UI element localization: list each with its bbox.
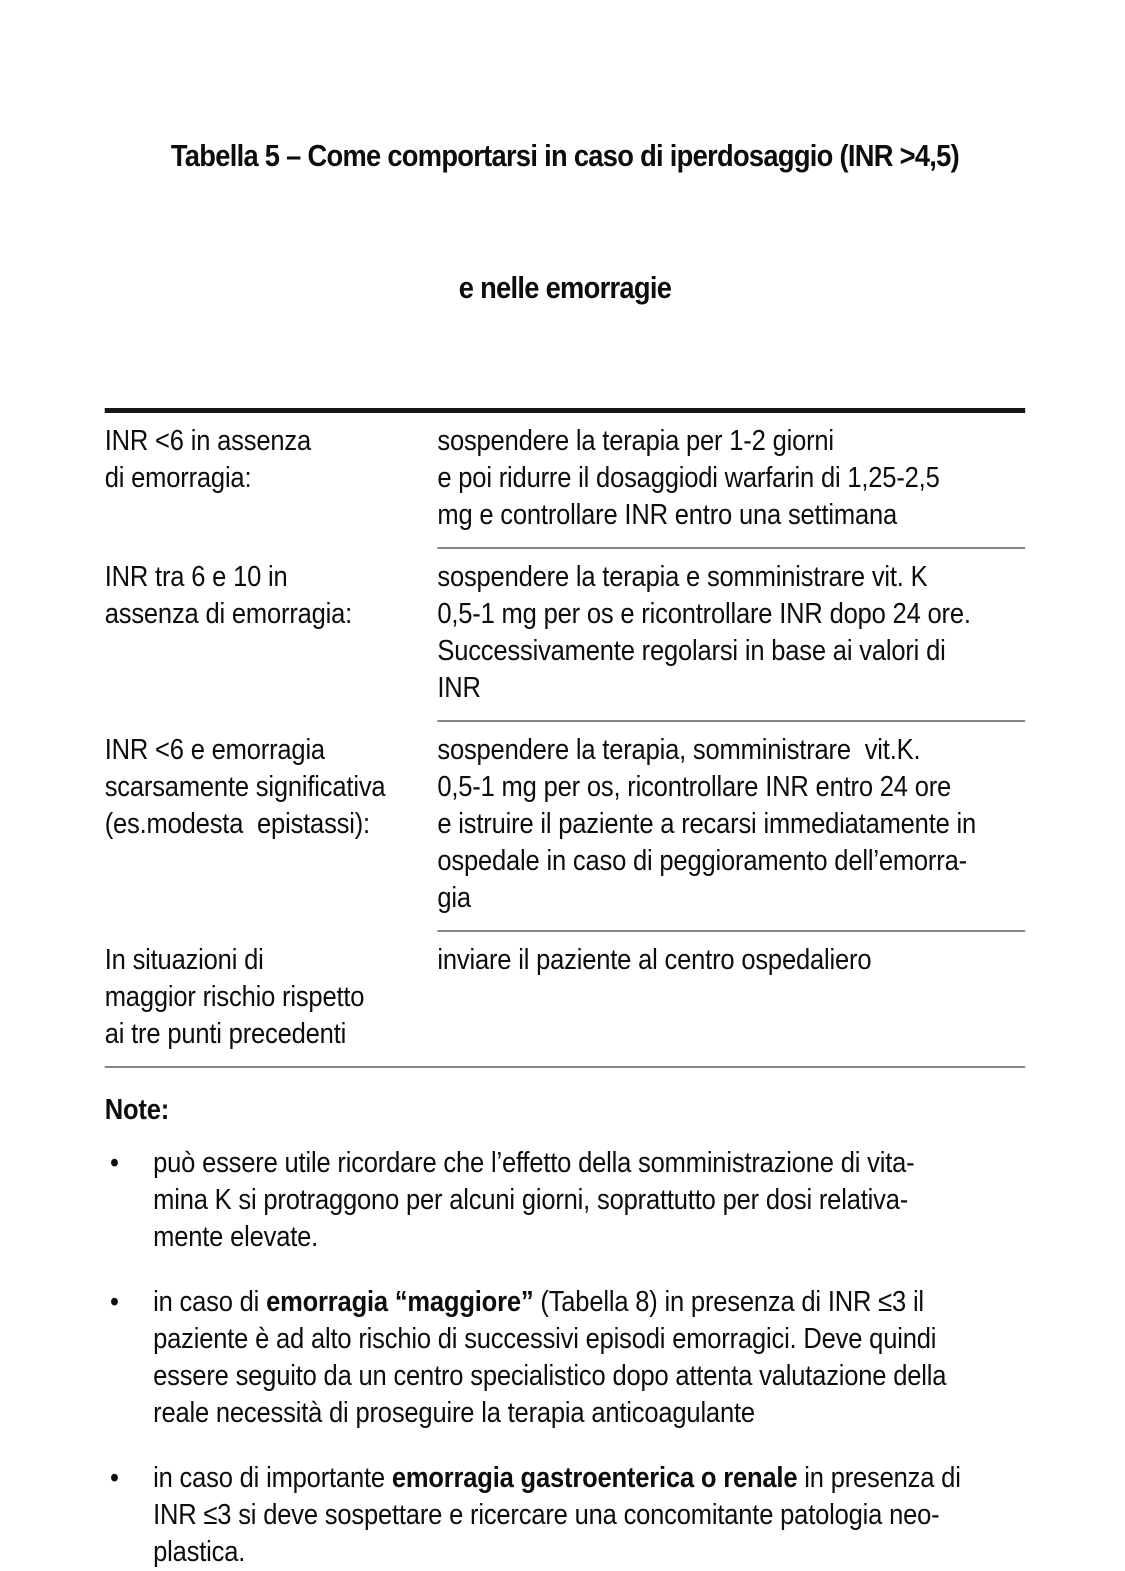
table-row bbox=[105, 549, 1025, 720]
table-caption bbox=[105, 46, 1025, 398]
text-segment: gia bbox=[437, 882, 471, 914]
text-segment: paziente è ad alto rischio di successivi episodi emorragici. Deve quindi bbox=[153, 1323, 937, 1355]
bullet-icon: • bbox=[110, 1147, 119, 1179]
bold-text-segment: emorragia “maggiore” bbox=[266, 1286, 534, 1318]
text-segment: INR tra 6 e 10 in bbox=[104, 561, 288, 593]
text-segment: e poi ridurre il dosaggiodi warfarin di 1,25-2,5 bbox=[437, 462, 940, 494]
text-line bbox=[437, 942, 1025, 979]
text-line bbox=[153, 1284, 1025, 1321]
text-segment: INR bbox=[437, 672, 481, 704]
text-segment: (es.modesta epistassi): bbox=[104, 808, 370, 840]
note-item bbox=[105, 1145, 1025, 1256]
text-line bbox=[437, 559, 1025, 596]
text-segment: in presenza di bbox=[797, 1462, 961, 1494]
action-cell bbox=[437, 732, 1025, 917]
action-cell bbox=[437, 423, 1025, 534]
text-segment: e istruire il paziente a recarsi immediatamente in bbox=[437, 808, 977, 840]
text-line bbox=[437, 670, 1025, 707]
table-row bbox=[105, 413, 1025, 547]
notes-heading: Note: bbox=[104, 1094, 170, 1126]
text-line bbox=[153, 1219, 1025, 1256]
dosage-table bbox=[105, 408, 1025, 1068]
text-segment: INR ≤3 si deve sospettare e ricercare una concomitante patologia neo- bbox=[153, 1499, 940, 1531]
text-segment: può essere utile ricordare che l’effetto della somministrazione di vita- bbox=[153, 1147, 915, 1179]
text-line bbox=[437, 497, 1025, 534]
text-segment: Successivamente regolarsi in base ai valori di bbox=[437, 635, 946, 667]
text-segment: sospendere la terapia e somministrare vit. K bbox=[437, 561, 928, 593]
text-segment: 0,5-1 mg per os, ricontrollare INR entro 24 ore bbox=[437, 771, 952, 803]
table-caption-line1: Tabella 5 – Come comportarsi in caso di iperdosaggio (INR >4,5) bbox=[170, 138, 960, 173]
text-line bbox=[153, 1395, 1025, 1432]
text-segment: ospedale in caso di peggioramento dell’emorra- bbox=[437, 845, 967, 877]
condition-cell bbox=[105, 732, 438, 917]
condition-cell bbox=[105, 423, 438, 534]
action-cell bbox=[437, 559, 1025, 707]
text-segment: In situazioni di bbox=[104, 944, 264, 976]
text-segment: assenza di emorragia: bbox=[104, 598, 353, 630]
action-cell bbox=[437, 942, 1025, 1053]
text-line bbox=[437, 460, 1025, 497]
text-line bbox=[105, 596, 427, 633]
text-segment: mente elevate. bbox=[153, 1221, 319, 1253]
condition-cell bbox=[105, 942, 438, 1053]
text-line bbox=[437, 880, 1025, 917]
text-line bbox=[105, 460, 427, 497]
text-segment: INR <6 e emorragia bbox=[104, 734, 325, 766]
bold-text-segment: emorragia gastroenterica o renale bbox=[391, 1462, 798, 1494]
text-line bbox=[437, 423, 1025, 460]
text-line bbox=[105, 1016, 427, 1053]
table-bottom-rule bbox=[105, 1066, 1025, 1068]
text-line bbox=[105, 769, 427, 806]
note-text bbox=[153, 1460, 1025, 1571]
note-text bbox=[153, 1284, 1025, 1432]
text-line bbox=[153, 1534, 1025, 1571]
text-segment: plastica. bbox=[153, 1536, 246, 1568]
text-line bbox=[437, 633, 1025, 670]
text-line bbox=[105, 732, 427, 769]
table-caption-line2: e nelle emorragie bbox=[458, 270, 672, 305]
text-segment: essere seguito da un centro specialistico dopo attenta valutazione della bbox=[153, 1360, 947, 1392]
text-segment: di emorragia: bbox=[104, 462, 252, 494]
text-line bbox=[153, 1497, 1025, 1534]
text-line bbox=[437, 843, 1025, 880]
condition-cell bbox=[105, 559, 438, 707]
note-item bbox=[105, 1284, 1025, 1432]
text-line bbox=[105, 423, 427, 460]
text-segment: mina K si protraggono per alcuni giorni, soprattutto per dosi relativa- bbox=[153, 1184, 909, 1216]
text-line bbox=[153, 1358, 1025, 1395]
text-line bbox=[437, 732, 1025, 769]
text-segment: sospendere la terapia per 1-2 giorni bbox=[437, 425, 834, 457]
text-line bbox=[153, 1460, 1025, 1497]
text-line bbox=[105, 559, 427, 596]
text-segment: INR <6 in assenza bbox=[104, 425, 311, 457]
text-segment: reale necessità di proseguire la terapia anticoagulante bbox=[153, 1397, 755, 1429]
text-segment: inviare il paziente al centro ospedaliero bbox=[437, 944, 872, 976]
note-text bbox=[153, 1145, 1025, 1256]
text-line bbox=[153, 1182, 1025, 1219]
text-line bbox=[105, 942, 427, 979]
text-line bbox=[437, 596, 1025, 633]
text-segment: 0,5-1 mg per os e ricontrollare INR dopo 24 ore. bbox=[437, 598, 971, 630]
text-segment: maggior rischio rispetto bbox=[104, 981, 365, 1013]
table-row bbox=[105, 722, 1025, 930]
text-segment: (Tabella 8) in presenza di INR ≤3 il bbox=[533, 1286, 924, 1318]
text-segment: ai tre punti precedenti bbox=[104, 1018, 347, 1050]
text-line bbox=[437, 769, 1025, 806]
bullet-icon: • bbox=[110, 1286, 119, 1318]
table-row bbox=[105, 932, 1025, 1066]
text-line bbox=[105, 806, 427, 843]
bullet-icon: • bbox=[110, 1462, 119, 1494]
text-segment: mg e controllare INR entro una settimana bbox=[437, 499, 897, 531]
text-line bbox=[153, 1145, 1025, 1182]
text-segment: scarsamente significativa bbox=[104, 771, 386, 803]
text-line bbox=[437, 806, 1025, 843]
text-line bbox=[105, 979, 427, 1016]
text-segment: in caso di importante bbox=[153, 1462, 392, 1494]
text-segment: in caso di bbox=[153, 1286, 267, 1318]
text-segment: sospendere la terapia, somministrare vit.K. bbox=[437, 734, 921, 766]
note-item bbox=[105, 1460, 1025, 1571]
notes-section bbox=[105, 1092, 1025, 1571]
text-line bbox=[153, 1321, 1025, 1358]
